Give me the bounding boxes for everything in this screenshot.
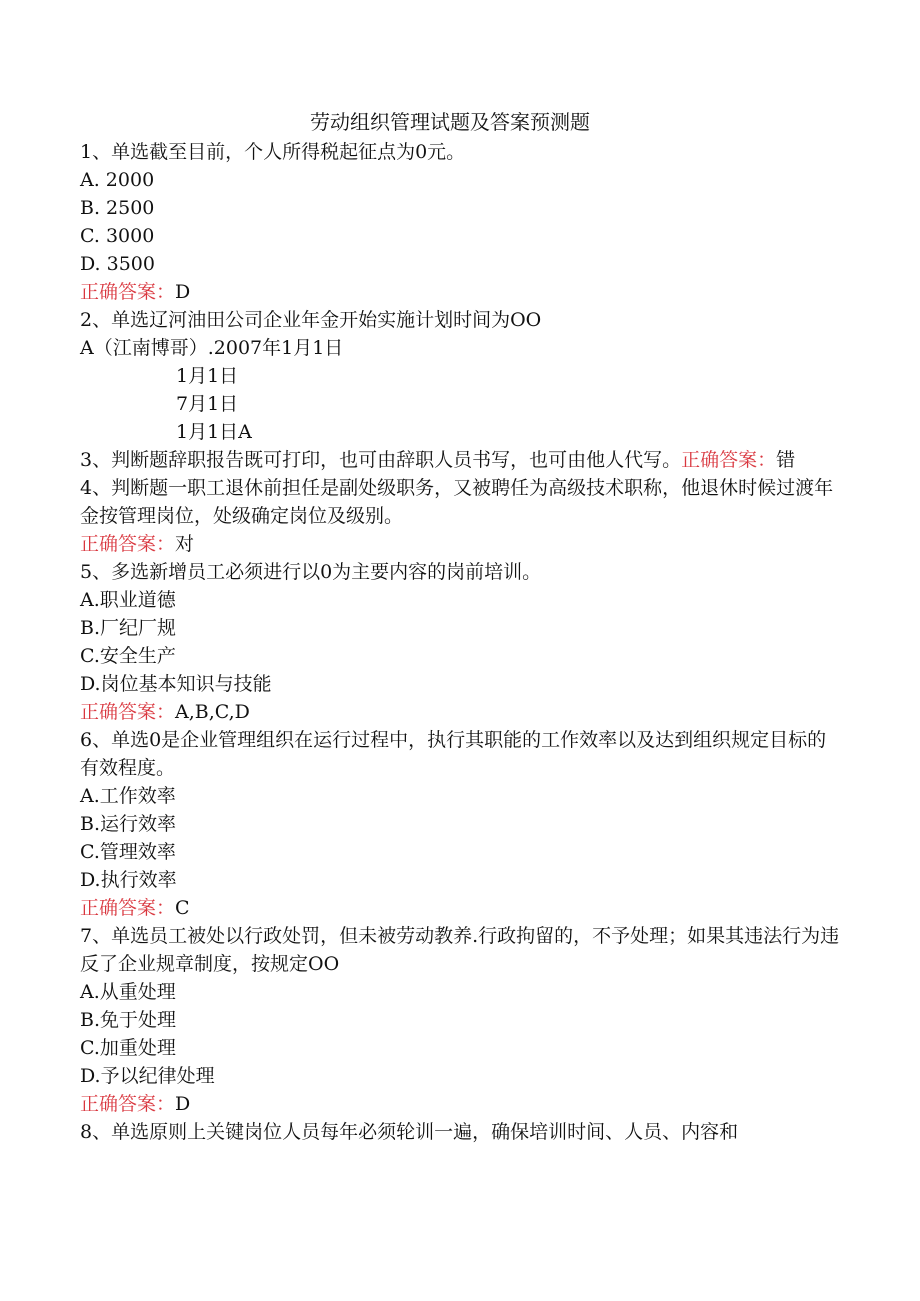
question-6-answer — [80, 894, 840, 922]
question-1-option-b: B. 2500 — [80, 197, 155, 219]
question-6-option-c: C.管理效率 — [80, 841, 176, 863]
question-7-option-a: A.从重处理 — [80, 981, 176, 1003]
question-5-option-b: B.厂纪厂规 — [80, 617, 177, 639]
answer-value: 对 — [175, 533, 195, 555]
question-5-option-a: A.职业道德 — [80, 589, 176, 611]
question-2-option-d: 1月1日A — [176, 421, 252, 443]
question-2-option-c: 7月1日 — [176, 393, 239, 415]
question-2-option-a: A（江南博哥）.2007年1月1日 — [80, 337, 344, 359]
question-1-option-c: C. 3000 — [80, 225, 155, 247]
question-6-option-a: A.工作效率 — [80, 785, 176, 807]
question-4-answer — [80, 530, 840, 558]
answer-label: 正确答案： — [80, 533, 176, 555]
question-5-option-c: C.安全生产 — [80, 645, 176, 667]
question-5-stem: 5、多选新增员工必须进行以0为主要内容的岗前培训。 — [80, 561, 542, 583]
question-5-answer — [80, 698, 840, 726]
question-1-stem: 1、单选截至目前，个人所得税起征点为0元。 — [80, 141, 466, 163]
question-7-stem: 7、单选员工被处以行政处罚，但未被劳动教养.行政拘留的，不予处理；如果其违法行为违反了企业规章制度，按规定OO — [80, 925, 840, 975]
answer-value: 错 — [776, 449, 796, 471]
question-5-option-d: D.岗位基本知识与技能 — [80, 673, 272, 695]
answer-label: 正确答案： — [80, 1093, 176, 1115]
question-1-answer — [80, 278, 840, 306]
answer-label: 正确答案： — [80, 281, 176, 303]
question-7-answer — [80, 1090, 840, 1118]
question-4-stem: 4、判断题一职工退休前担任是副处级职务，又被聘任为高级技术职称，他退休时候过渡年金按管理岗位，处级确定岗位及级别。 — [80, 477, 834, 527]
question-3-stem: 3、判断题辞职报告既可打印，也可由辞职人员书写，也可由他人代写。 — [80, 449, 682, 471]
question-2-option-b: 1月1日 — [176, 365, 239, 387]
answer-value: D — [175, 281, 191, 303]
document-title: 劳动组织管理试题及答案预测题 — [310, 110, 590, 134]
question-7-option-c: C.加重处理 — [80, 1037, 176, 1059]
question-1-option-a: A. 2000 — [80, 169, 155, 191]
question-2-stem: 2、单选辽河油田公司企业年金开始实施计划时间为OO — [80, 309, 542, 331]
question-6-option-b: B.运行效率 — [80, 813, 177, 835]
question-6-stem: 6、单选0是企业管理组织在运行过程中，执行其职能的工作效率以及达到组织规定目标的有效程度。 — [80, 729, 827, 779]
question-3 — [80, 446, 840, 474]
answer-value: C — [175, 897, 190, 919]
question-1-option-d: D. 3500 — [80, 253, 155, 275]
answer-label: 正确答案： — [80, 701, 176, 723]
answer-label: 正确答案： — [681, 449, 777, 471]
answer-value: D — [175, 1093, 191, 1115]
question-7-option-b: B.免于处理 — [80, 1009, 177, 1031]
document-page — [80, 108, 840, 1146]
question-6-option-d: D.执行效率 — [80, 869, 177, 891]
answer-label: 正确答案： — [80, 897, 176, 919]
question-7-option-d: D.予以纪律处理 — [80, 1065, 215, 1087]
answer-value: A,B,C,D — [175, 701, 250, 723]
question-8-stem: 8、单选原则上关键岗位人员每年必须轮训一遍，确保培训时间、人员、内容和 — [80, 1121, 739, 1143]
